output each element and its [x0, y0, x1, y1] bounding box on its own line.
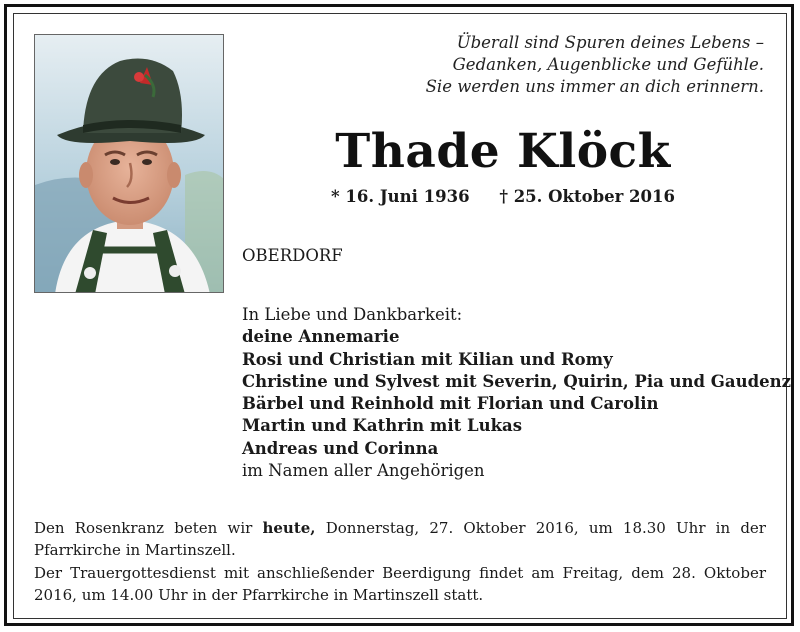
birth-date: * 16. Juni 1936 [331, 187, 470, 206]
rosary-text-bold: heute, [262, 519, 316, 537]
hometown: OBERDORF [242, 246, 343, 265]
poem-line: Sie werden uns immer an dich erinnern. [425, 77, 764, 96]
poem-line: Gedanken, Augenblicke und Gefühle. [452, 55, 764, 74]
rosary-notice [34, 517, 766, 562]
poem-line: Überall sind Spuren deines Lebens – [456, 33, 764, 52]
service-notice [34, 517, 766, 606]
mourners-closing: im Namen aller Angehörigen [242, 461, 485, 481]
mourner-line: deine Annemarie [242, 327, 400, 347]
funeral-notice: Der Trauergottesdienst mit anschließender Beerdigung findet am Freitag, dem 28. Oktober 2016, um 14.00 Uhr in der Pfarrkirche in Martinszell statt. [34, 563, 766, 604]
portrait-photo [34, 34, 224, 293]
mourners-intro: In Liebe und Dankbarkeit: [242, 305, 463, 324]
mourner-line: Andreas und Corinna [242, 438, 439, 458]
life-dates [300, 186, 706, 208]
rosary-text-end: Donnerstag, 27. Oktober 2016, um 18.30 Uhr in der Pfarrkirche in Martinszell. [34, 519, 766, 560]
mourner-line: Bärbel und Reinhold mit Florian und Carolin [242, 394, 659, 414]
mourners-list [242, 304, 791, 482]
rosary-text-start: Den Rosenkranz beten wir [34, 519, 263, 537]
deceased-name: Thade Klöck [335, 124, 671, 179]
mourner-line: Rosi und Christian mit Kilian und Romy [242, 349, 613, 369]
memorial-poem [300, 32, 764, 98]
mourner-line: Christine und Sylvest mit Severin, Quirin, Pia und Gaudenz [242, 371, 791, 391]
mourner-line: Martin und Kathrin mit Lukas [242, 416, 523, 436]
death-date: † 25. Oktober 2016 [499, 187, 675, 206]
